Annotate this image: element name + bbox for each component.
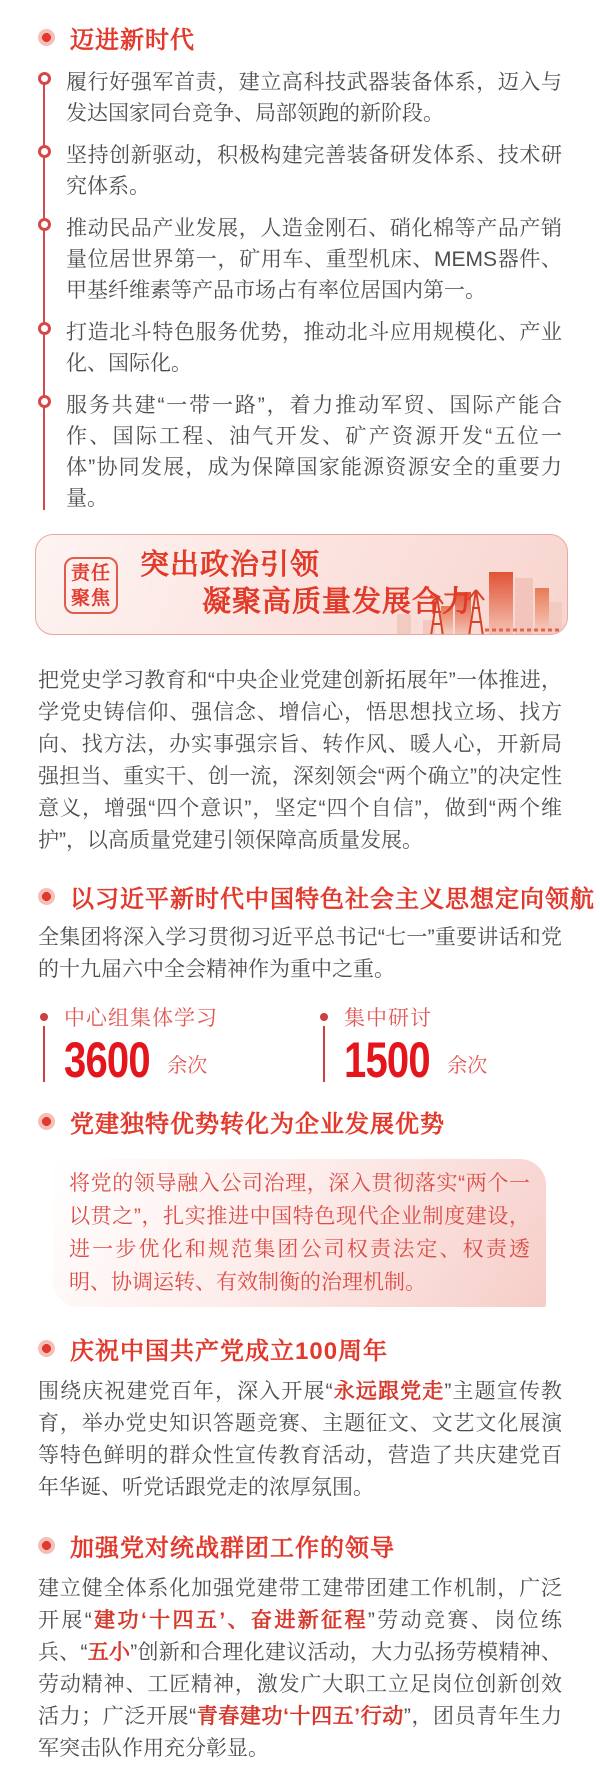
timeline-item [38,140,562,202]
timeline-node-icon [38,218,51,231]
section-bullet-icon [38,1113,55,1130]
section-heading-centenary [38,1331,562,1366]
highlight-phrase: 五小 [87,1641,131,1664]
focus-banner [35,534,568,635]
timeline-node-icon [38,72,51,85]
timeline-node-icon [38,145,51,158]
timeline-item [38,390,562,514]
section-title: 迈进新时代 [70,27,195,54]
study-stats [40,1006,562,1088]
banner-title [140,547,472,621]
banner-title-line1: 突出政治引领 [140,549,321,581]
highlight-phrase: 建功‘十四五’、奋进新征程 [91,1609,368,1632]
paragraph-segment: ”创新和合理化建议活动，大力弘扬劳模精神、劳动精神、工匠精神，激发广大职工立足岗位创新创效活力；广泛开展“ [38,1641,563,1728]
section-bullet-icon [38,29,55,46]
timeline-item-text: 履行好强军首责，建立高科技武器装备体系，迈入与发达国家同台竞争、局部领跑的新阶段。 [66,71,562,125]
section-bullet-icon [38,1537,55,1554]
paragraph-segment: ”劳动竞赛、岗位练兵、“ [38,1609,562,1664]
stat-value: 3600 [64,1032,150,1088]
stat-value: 1500 [344,1032,430,1088]
timeline-node-icon [38,395,51,408]
stat-unit: 余次 [167,1055,208,1077]
timeline-item-text: 推动民品产业发展，人造金刚石、硝化棉等产品产销量位居世界第一，矿用车、重型机床、MEMS器件、甲基纤维素等产品市场占有率位居国内第一。 [66,217,562,302]
section-title: 党建独特优势转化为企业发展优势 [70,1111,445,1138]
highlight-phrase: 永远跟党走 [332,1380,445,1403]
section-heading-new-era [38,20,562,55]
section-heading-advantage [38,1104,562,1139]
advantage-highlight-box: 将党的领导融入公司治理，深入贯彻落实“两个一以贯之”，扎实推进中国特色现代企业制度建设，进一步优化和规范集团公司权责法定、权责透明、协调运转、有效制衡的治理机制。 [53,1159,546,1307]
stat-focused-discussion [320,1006,488,1088]
centenary-paragraph [38,1376,562,1504]
stat-label: 集中研讨 [344,1007,432,1030]
guidance-paragraph: 全集团将深入学习贯彻习近平总书记“七一”重要讲话和党的十九届六中全会精神作为重中之重。 [38,926,562,981]
timeline-item [38,317,562,379]
lead-paragraph: 把党史学习教育和“中央企业党建创新拓展年”一体推进，学党史铸信仰、强信念、增信心，悟思想找立场、找方向、找方法，办实事强宗旨、转作风、暖人心，开新局强担当、重实干、创一流，深刻领会“两个确立”的决定性意义，增强“四个意识”，坚定“四个自信”，做到“两个维护”，以高质量党建引领保障高质量发展。 [38,669,562,852]
paragraph-segment: ”，团员青年生力军突击队作用充分彰显。 [38,1705,562,1760]
paragraph-segment: 建立健全体系化加强党建带工建带团建工作机制，广泛开展“ [38,1577,562,1632]
section-title: 加强党对统战群团工作的领导 [70,1535,395,1562]
section-bullet-icon [38,1340,55,1357]
timeline-node-icon [38,322,51,335]
banner-badge-line2: 聚焦 [70,587,111,609]
stat-group-learning [40,1006,320,1088]
timeline-item-text: 服务共建“一带一路”，着力推动军贸、国际产能合作、国际工程、油气开发、矿产资源开发“五位一体”协同发展，成为保障国家能源资源安全的重要力量。 [66,394,562,510]
new-era-timeline [38,67,562,514]
stat-label: 中心组集体学习 [64,1007,218,1030]
top-padding [0,0,600,20]
banner-title-line2: 凝聚高质量发展合力 [202,586,473,618]
paragraph-segment: ”主题宣传教育，举办党史知识答题竞赛、主题征文、文艺文化展演等特色鲜明的群众性宣传教育活动，营造了共庆建党百年华诞、听党话跟党走的浓厚氛围。 [38,1380,562,1499]
highlight-phrase: 青春建功‘十四五’行动 [196,1705,404,1728]
banner-badge [64,557,118,614]
section-title: 以习近平新时代中国特色社会主义思想定向领航 [70,886,595,913]
timeline-item [38,213,562,306]
section-heading-united-front [38,1528,562,1563]
stat-unit: 余次 [447,1055,488,1077]
paragraph-segment: 围绕庆祝建党百年，深入开展“ [38,1380,333,1403]
banner-badge-line1: 责任 [70,562,111,584]
section-heading-guidance [38,879,595,914]
united-front-paragraph [38,1573,562,1765]
section-bullet-icon [38,888,55,905]
timeline-item-text: 打造北斗特色服务优势，推动北斗应用规模化、产业化、国际化。 [66,321,562,375]
section-title: 庆祝中国共产党成立100周年 [70,1338,389,1365]
timeline-item-text: 坚持创新驱动，积极构建完善装备研发体系、技术研究体系。 [66,144,562,198]
timeline-item [38,67,562,129]
